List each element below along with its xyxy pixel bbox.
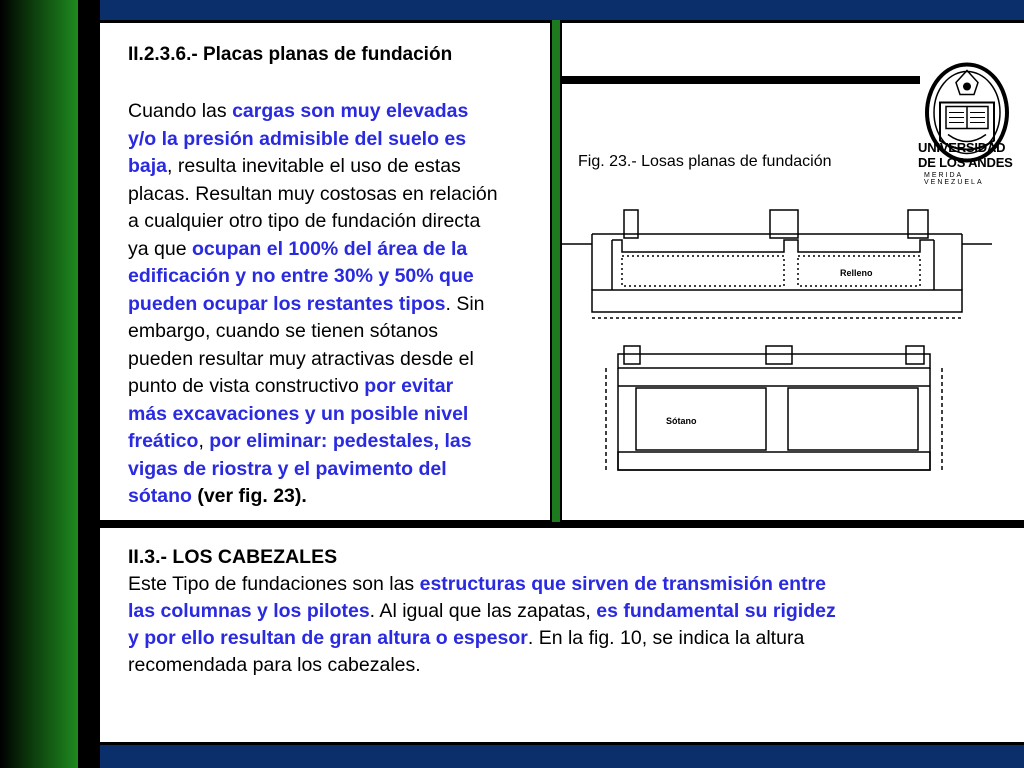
text-line: y/o la presión admisible del suelo es [128, 127, 467, 150]
university-location: MERIDA VENEZUELA [924, 172, 984, 186]
section2-block [128, 544, 1008, 679]
top-navy-band [100, 0, 1024, 20]
top-divider [100, 20, 1024, 23]
text-line: Este Tipo de fundaciones son las estructuras que sirven de transmisión entre [128, 573, 826, 595]
text-line: vigas de riostra y el pavimento del [128, 457, 447, 480]
university-name-line2: DE LOS ANDES [918, 155, 1013, 170]
bottom-navy-band [100, 745, 1024, 768]
text-line: freático, por eliminar: pedestales, las [128, 430, 472, 452]
text-line: baja, resulta inevitable el uso de estas [128, 155, 461, 177]
text-line: edificación y no entre 30% y 50% que [128, 265, 474, 287]
foundation-slab-diagram [562, 200, 992, 485]
text-line: recomendada para los cabezales. [128, 654, 421, 676]
text-line: las columnas y los pilotes. Al igual que las zapatas, es fundamental su rigidez [128, 600, 836, 622]
figure-caption: Fig. 23.- Losas planas de fundación [578, 153, 832, 170]
text-line: embargo, cuando se tienen sótanos [128, 320, 439, 342]
section-title: II.2.3.6.- Placas planas de fundación [128, 44, 453, 65]
left-gradient-bar [0, 0, 78, 768]
text-line: placas. Resultan muy costosas en relación [128, 182, 498, 205]
text-line: pueden ocupar los restantes tipos. Sin [128, 292, 485, 315]
left-black-bar [78, 0, 100, 768]
fill-label: Relleno [840, 268, 873, 278]
university-name-line1: UNIVERSIDAD [918, 140, 1006, 155]
text-line: punto de vista constructivo por evitar [128, 375, 454, 397]
text-line: Cuando las cargas son muy elevadas [128, 100, 469, 122]
section-paragraph [128, 98, 553, 511]
text-line: sótano (ver fig. 23). [128, 485, 307, 507]
text-line: a cualquier otro tipo de fundación directa [128, 210, 481, 232]
figure-header-divider [562, 76, 920, 84]
text-line: y por ello resultan de gran altura o espesor. En la fig. 10, se indica la altura [128, 627, 805, 649]
text-line: ya que ocupan el 100% del área de la [128, 237, 468, 260]
basement-label: Sótano [666, 416, 697, 426]
section2-title: II.3.- LOS CABEZALES [128, 546, 338, 568]
section-separator [100, 520, 1024, 528]
text-line: más excavaciones y un posible nivel [128, 402, 469, 425]
text-line: pueden resultar muy atractivas desde el [128, 347, 474, 370]
section2-paragraph [128, 571, 1008, 679]
